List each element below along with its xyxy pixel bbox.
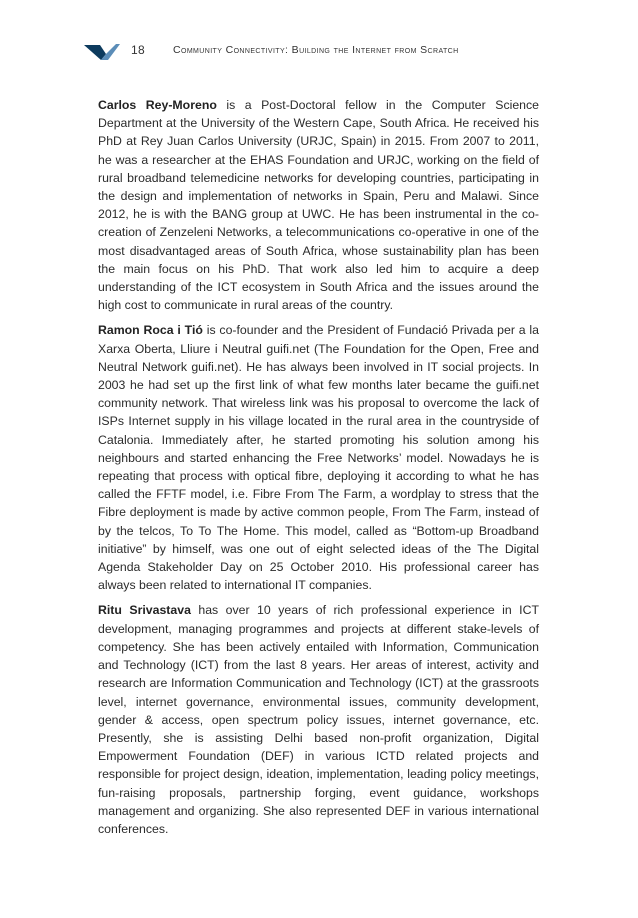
- page-header: [84, 40, 554, 64]
- page-number: 18: [131, 43, 145, 57]
- bio-text: is a Post-Doctoral fellow in the Computer Science Department at the University of the Western Cape, South Africa. He received his PhD at Rey Juan Carlos University (URJC, Spain) in 2015. From 2007 to 2011, he was a researcher at the EHAS Foundation and URJC, working on the field of rural broadband telemedicine networks for developing countries, participating in the design and implementation of networks in Spain, Peru and Malawi. Since 2012, he is with the BANG group at UWC. He has been instrumental in the co-creation of Zenzeleni Networks, a telecommunications co-operative in one of the most disadvantaged areas of South Africa, whose sustainability plan has been the main focus on his PhD. That work also led him to acquire a deep understanding of the ICT ecosystem in South Africa and the issues around the high cost to communicate in rural areas of the country.: [98, 98, 539, 313]
- bio-name: Ritu Srivastava: [98, 603, 191, 618]
- bio-paragraph-ritu: [98, 601, 539, 838]
- bio-paragraph-carlos: [98, 96, 539, 314]
- bio-name: Ramon Roca i Tió: [98, 323, 203, 338]
- bio-name: Carlos Rey-Moreno: [98, 98, 217, 112]
- bio-paragraph-ramon: [98, 321, 539, 594]
- arrow-wing-logo-icon: [84, 41, 122, 63]
- bio-text: is co-founder and the President of Fundació Privada per a la Xarxa Oberta, Lliure i Neutral guifi.net (The Foundation for the Open, Free and Neutral Network guifi.net). He has always been involved in IT social projects. In 2003 he had set up the first link of what few months later became the guifi.net community network. That wireless link was his proposal to overcome the lack of ISPs Internet supply in his village located in the rural area in the countryside of Catalonia. Immediately after, he started promoting his solution among his neighbours and started enhancing the Free Networks’ model. Nowadays he is repeating that process with optical fibre, deploying it according to what he has called the FFTF model, i.e. Fibre From The Farm, a wordplay to stress that the Fibre deployment is made by active common people, From The Farm, instead of by the telcos, To To The Home. This model, called as “Bottom-up Broadband initiative” by himself, was one out of eight selected ideas of the The Digital Agenda Stakeholder Day on 25 October 2010. His professional career has always been related to international IT companies.: [98, 323, 539, 593]
- bio-section: [98, 96, 539, 845]
- bio-text: has over 10 years of rich professional experience in ICT development, managing programmes and projects at different stake-levels of competency. She has been actively entailed with Information, Communication and Technology (ICT) from the last 8 years. Her areas of interest, activity and research are Information Communication and Technology (ICT) at the grassroots level, internet governance, environmental issues, community development, gender & access, open spectrum policy issues, internet governance, etc. Presently, she is assisting Delhi based non-profit organization, Digital Empowerment Foundation (DEF) in various ICTD related projects and responsible for project design, ideation, implementation, leading policy meetings, fun-raising proposals, partnership forging, event guidance, workshops management and organizing. She also represented DEF in various international conferences.: [98, 603, 539, 836]
- running-title: Community Connectivity: Building the Internet from Scratch: [173, 44, 459, 56]
